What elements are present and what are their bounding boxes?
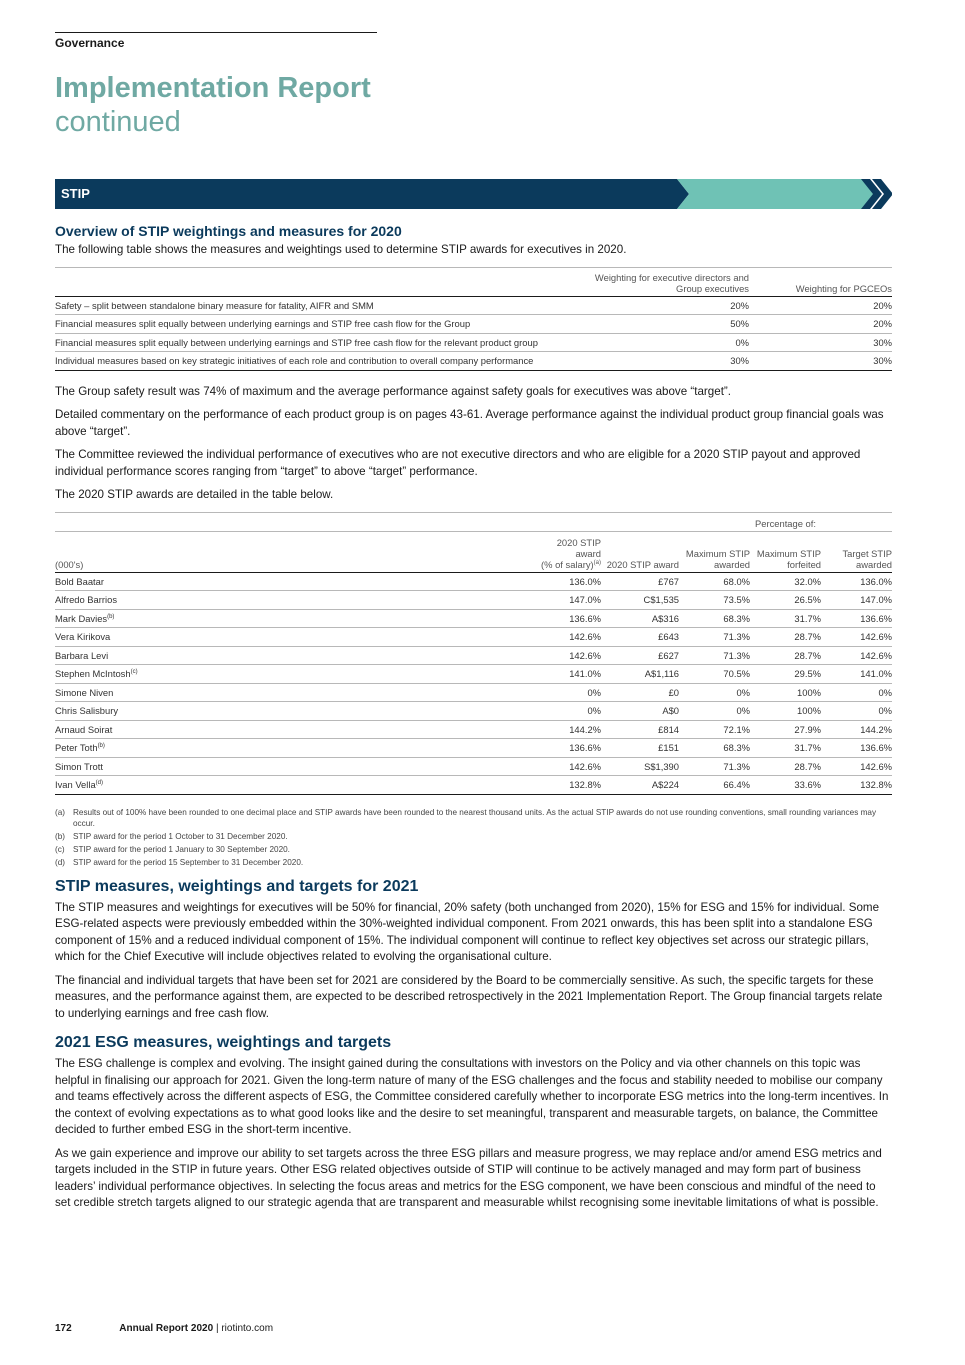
footnote: (d) STIP award for the period 15 September to 31 December 2020. [55, 857, 304, 867]
footer-separator: | [215, 1323, 219, 1334]
table-row: Ivan Vella$^{(d)}$ 132.8% A$224 66.4% 33.6% 132.8% [55, 776, 892, 795]
paragraph: Detailed commentary on the performance of each product group is on pages 43-61. Average performance against the individual product group financial goals was above “target”. [55, 408, 884, 438]
name-cell: Chris Salisbury [55, 702, 526, 721]
overview-heading: Overview of STIP weightings and measures for 2020 [55, 223, 402, 239]
table-row [55, 352, 892, 371]
paragraph: As we gain experience and improve our ability to set targets across the three ESG pillars and measure progress, we may replace and/or amend ESG metrics and targets included in the STIP in future years. Other ESG related objectives outside of STIP will continue to be actively managed and may form part of business leaders’ individual performance objectives. In selecting the focus areas and metrics for the ESG component, we have been conscious and mindful of the need to set credible stretch targets aligned to our strategic agenda that are transparent and measurable whilst recognising some inevitable limitations of what is possible. [55, 1146, 882, 1209]
footer-site: riotinto.com [221, 1323, 274, 1334]
table-row [55, 296, 892, 315]
paragraph: The 2020 STIP awards are detailed in the table below. [55, 488, 334, 501]
awards-table [55, 513, 892, 795]
footnote: (b) STIP award for the period 1 October to 31 December 2020. [55, 831, 288, 841]
name-cell: Barbara Levi [55, 646, 526, 665]
exec-cell: 50% [589, 315, 749, 334]
overview-section [55, 223, 892, 1212]
name-cell: Vera Kirikova [55, 628, 526, 647]
banner-dark-bar [55, 179, 689, 209]
pgceo-col-header: Weighting for PGCEOs [749, 268, 892, 297]
table-row: Mark Davies$^{(b)}$ 136.6% A$316 68.3% 31.7% 136.6% [55, 609, 892, 628]
measure-cell: Safety – split between standalone binary measure for fatality, AIFR and SMM [55, 296, 589, 315]
table-row [55, 333, 892, 352]
measure-cell: Financial measures split equally between underlying earnings and STIP free cash flow for the Group [55, 315, 589, 334]
table-row: Vera Kirikova 142.6% £643 71.3% 28.7% 142.6% [55, 628, 892, 647]
weightings-table [55, 268, 892, 371]
pgceo-cell: 20% [749, 296, 892, 315]
exec-col-header: Weighting for executive directors and Group executives [589, 268, 749, 297]
pgceo-cell: 20% [749, 315, 892, 334]
banner-accent-bar [677, 179, 875, 209]
table-row: Stephen McIntosh$^{(c)}$ 141.0% A$1,116 70.5% 29.5% 141.0% [55, 665, 892, 684]
measure-cell: Financial measures split equally between underlying earnings and STIP free cash flow for the relevant product group [55, 333, 589, 352]
name-cell: Bold Baatar [55, 572, 526, 591]
name-cell: Arnaud Soirat [55, 720, 526, 739]
overview-intro: The following table shows the measures and weightings used to determine STIP awards for executives in 2020. [55, 243, 627, 256]
measure-cell: Individual measures based on key strategic initiatives of each role and contribution to overall company performance [55, 352, 589, 371]
stip-banner [55, 179, 892, 209]
page-title: Implementation Report [55, 72, 371, 104]
pct-salary-col-header: 2020 STIP award (% of salary)$^{(a)}$ [526, 531, 601, 572]
name-cell: Simone Niven [55, 683, 526, 702]
table-row: Peter Toth$^{(b)}$ 136.6% £151 68.3% 31.7% 136.6% [55, 739, 892, 758]
name-cell: Stephen McIntosh$^{(c)}$ [55, 665, 526, 684]
footnote: (a) Results out of 100% have been rounded to one decimal place and STIP awards have been rounded to the nearest thousand units. As the actual STIP awards do not use rounding conventions, small rounding variances may occur. [55, 807, 877, 828]
footnote: (c) STIP award for the period 1 January to 30 September 2020. [55, 844, 290, 854]
max-awarded-col-header: Maximum STIP awarded [679, 531, 750, 572]
paragraph: The Group safety result was 74% of maximum and the average performance against safety goals for executives was above “target”. [55, 384, 731, 398]
percentage-of-header: Percentage of: [679, 513, 892, 532]
paragraph: The Committee reviewed the individual performance of executives who are not executive directors and who are eligible for a 2020 STIP payout and approved individual performance scores ranging from “target” to above “target” performance. [55, 448, 861, 478]
exec-cell: 0% [589, 333, 749, 352]
paragraph: The STIP measures and weightings for executives will be 50% for financial, 20% safety (both unchanged from 2020), 15% for ESG and 15% for individual. Some ESG-related aspects were previously embedded within the 30%-weighted individual component. From 2021 onwards, this has been split into a standalone ESG component of 15% and a reduced individual component of 15%. The individual component will continue to reflect key objectives set across our strategic pillars, which for the Chief Executive will include objectives related to evolving the organisational culture. [55, 900, 880, 963]
award-col-header: 2020 STIP award [601, 531, 679, 572]
page-number: 172 [55, 1323, 72, 1334]
name-cell: Peter Toth$^{(b)}$ [55, 739, 526, 758]
page-footer [55, 1323, 273, 1334]
top-rule [55, 32, 377, 33]
exec-cell: 20% [589, 296, 749, 315]
name-cell: Simon Trott [55, 757, 526, 776]
table-row: Simone Niven 0% £0 0% 100% 0% [55, 683, 892, 702]
table-row: Arnaud Soirat 144.2% £814 72.1% 27.9% 144.2% [55, 720, 892, 739]
table-row: Chris Salisbury 0% A$0 0% 100% 0% [55, 702, 892, 721]
footnotes [55, 807, 892, 868]
pgceo-cell: 30% [749, 352, 892, 371]
measure-col-header [55, 268, 589, 297]
paragraph: The ESG challenge is complex and evolving. The insight gained during the consultations with investors on the Policy and via other channels on this topic was helpful in finalising our approach for 2021. Given the long-term nature of many of the ESG challenges and the focus and stability needed to mobilise our company and teams effectively across the different aspects of ESG, the Committee considered carefully whether to incorporate ESG metrics into the long-term incentives. In the context of evolving expectations as to what good looks like and the desire to set meaningful, transparent and measurable targets, on balance, the Committee decided to further embed ESG in the short-term incentive. [55, 1057, 889, 1136]
paragraph: The financial and individual targets that have been set for 2021 are considered by the Board to be commercially sensitive. As such, the specific targets for these measures, and the performance against them, are expected to be described retrospectively in the 2021 Implementation Report. The Group financial targets relate to underlying earnings and free cash flow. [55, 973, 883, 1020]
name-cell: Mark Davies$^{(b)}$ [55, 609, 526, 628]
table-row: Bold Baatar 136.0% £767 68.0% 32.0% 136.0% [55, 572, 892, 591]
name-col-header: (000's) [55, 531, 526, 572]
esg-2021-heading: 2021 ESG measures, weightings and targets [55, 1034, 392, 1051]
table-row [55, 315, 892, 334]
banner-label: STIP [61, 186, 90, 201]
page-subtitle: continued [55, 106, 181, 138]
table-row: Barbara Levi 142.6% £627 71.3% 28.7% 142.6% [55, 646, 892, 665]
target-col-header: Target STIP awarded [821, 531, 892, 572]
report-name: Annual Report 2020 [119, 1323, 214, 1334]
name-cell: Alfredo Barrios [55, 591, 526, 610]
pgceo-cell: 30% [749, 333, 892, 352]
exec-cell: 30% [589, 352, 749, 371]
name-cell: Ivan Vella$^{(d)}$ [55, 776, 526, 795]
max-forfeited-col-header: Maximum STIP forfeited [750, 531, 821, 572]
table-row: Alfredo Barrios 147.0% C$1,535 73.5% 26.5% 147.0% [55, 591, 892, 610]
measures-2021-heading: STIP measures, weightings and targets for 2021 [55, 877, 419, 895]
section-label: Governance [55, 36, 125, 50]
table-row: Simon Trott 142.6% S$1,390 71.3% 28.7% 142.6% [55, 757, 892, 776]
